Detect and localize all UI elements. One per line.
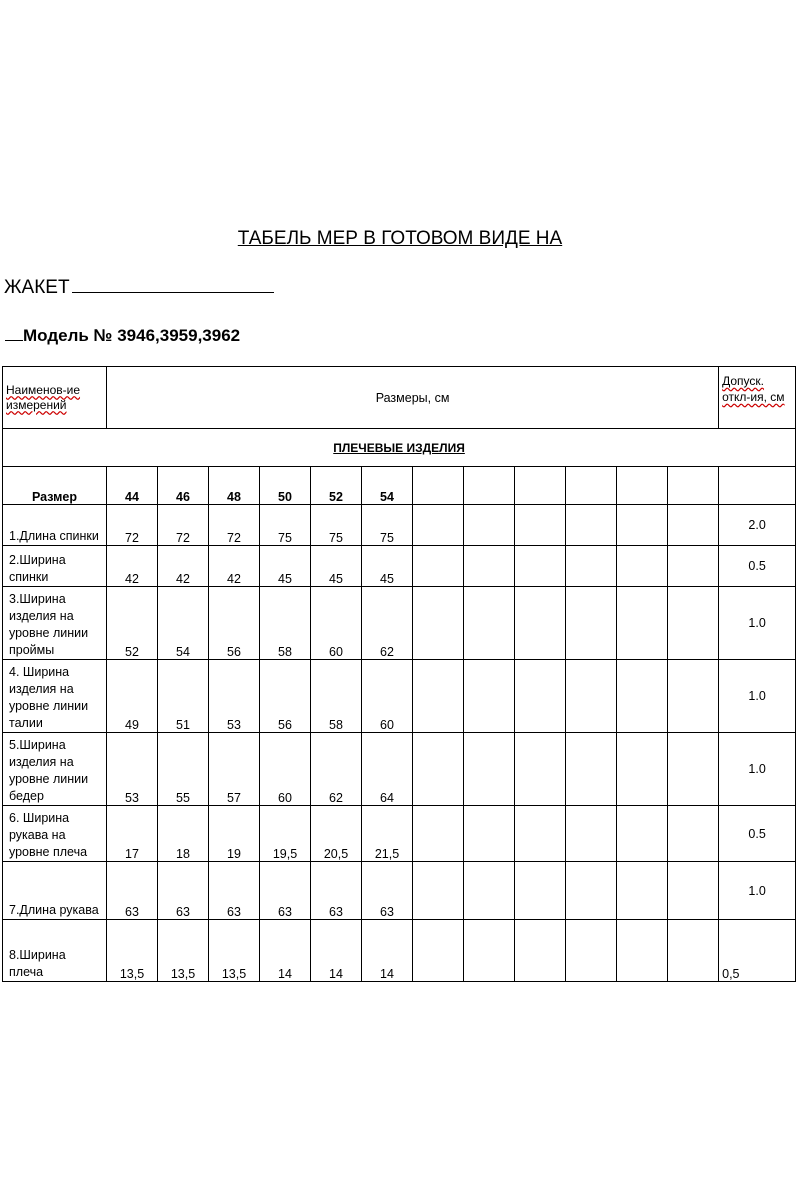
row-label: 4. Ширина изделия на уровне линии талии <box>3 660 107 733</box>
size-46: 46 <box>158 467 209 505</box>
measurements-table <box>2 366 796 982</box>
cell-value: 57 <box>209 733 260 806</box>
product-name: ЖАКЕТ <box>4 277 70 298</box>
table-row <box>3 505 796 546</box>
empty-cell <box>668 505 719 546</box>
empty-cell <box>515 660 566 733</box>
table-row <box>3 660 796 733</box>
empty-cell <box>515 505 566 546</box>
model-underline <box>5 326 23 341</box>
empty-cell <box>413 733 464 806</box>
cell-value: 63 <box>362 862 413 920</box>
row-label: 7.Длина рукава <box>3 862 107 920</box>
empty-cell <box>566 920 617 982</box>
empty-cell <box>668 660 719 733</box>
cell-value: 63 <box>311 862 362 920</box>
tolerance-value: 0,5 <box>719 920 796 982</box>
cell-value: 18 <box>158 806 209 862</box>
cell-value: 64 <box>362 733 413 806</box>
cell-value: 63 <box>107 862 158 920</box>
empty-cell <box>566 806 617 862</box>
table-row <box>3 733 796 806</box>
empty-cell <box>413 862 464 920</box>
empty-cell <box>413 505 464 546</box>
row-label: 1.Длина спинки <box>3 505 107 546</box>
model-number: Модель № 3946,3959,3962 <box>23 326 241 345</box>
row-label: 3.Ширина изделия на уровне линии проймы <box>3 587 107 660</box>
col-tolerance-header: Допуск. откл-ия, см <box>719 367 796 429</box>
cell-value: 21,5 <box>362 806 413 862</box>
tolerance-value: 1.0 <box>719 862 796 920</box>
model-line <box>5 326 240 346</box>
group-row <box>3 429 796 467</box>
row-label: 6. Ширина рукава на уровне плеча <box>3 806 107 862</box>
empty-cell <box>464 587 515 660</box>
cell-value: 19 <box>209 806 260 862</box>
empty-cell <box>617 806 668 862</box>
cell-value: 45 <box>362 546 413 587</box>
cell-value: 14 <box>260 920 311 982</box>
empty-cell <box>566 546 617 587</box>
cell-value: 49 <box>107 660 158 733</box>
cell-value: 62 <box>362 587 413 660</box>
cell-value: 54 <box>158 587 209 660</box>
tolerance-value: 0.5 <box>719 806 796 862</box>
size-row <box>3 467 796 505</box>
cell-value: 58 <box>311 660 362 733</box>
empty-cell <box>668 546 719 587</box>
table-row <box>3 862 796 920</box>
empty-cell <box>515 733 566 806</box>
empty-cell <box>668 733 719 806</box>
cell-value: 72 <box>158 505 209 546</box>
tolerance-value: 0.5 <box>719 546 796 587</box>
empty-cell <box>566 660 617 733</box>
table-row <box>3 806 796 862</box>
empty-cell <box>617 587 668 660</box>
size-44: 44 <box>107 467 158 505</box>
size-48: 48 <box>209 467 260 505</box>
cell-value: 75 <box>260 505 311 546</box>
empty-cell <box>413 587 464 660</box>
cell-value: 58 <box>260 587 311 660</box>
cell-value: 75 <box>311 505 362 546</box>
empty-cell <box>464 920 515 982</box>
cell-value: 72 <box>107 505 158 546</box>
size-52: 52 <box>311 467 362 505</box>
cell-value: 42 <box>158 546 209 587</box>
empty-cell <box>566 733 617 806</box>
empty-cell <box>617 546 668 587</box>
empty-cell <box>617 660 668 733</box>
table-row <box>3 587 796 660</box>
empty-cell <box>668 920 719 982</box>
col-sizes-header: Размеры, см <box>107 367 719 429</box>
fill-in-line <box>72 276 274 293</box>
cell-value: 60 <box>362 660 413 733</box>
table-row <box>3 920 796 982</box>
cell-value: 63 <box>158 862 209 920</box>
empty-cell <box>515 862 566 920</box>
product-line <box>4 276 274 299</box>
header-row <box>3 367 796 429</box>
empty-cell <box>566 587 617 660</box>
empty-cell <box>668 862 719 920</box>
row-label: 2.Ширина спинки <box>3 546 107 587</box>
cell-value: 13,5 <box>158 920 209 982</box>
tolerance-value: 1.0 <box>719 660 796 733</box>
cell-value: 53 <box>107 733 158 806</box>
empty-cell <box>464 505 515 546</box>
cell-value: 60 <box>311 587 362 660</box>
empty-cell <box>413 920 464 982</box>
cell-value: 63 <box>260 862 311 920</box>
row-label: 5.Ширина изделия на уровне линии бедер <box>3 733 107 806</box>
cell-value: 14 <box>362 920 413 982</box>
row-label: 8.Ширина плеча <box>3 920 107 982</box>
empty-cell <box>413 806 464 862</box>
empty-cell <box>566 862 617 920</box>
empty-cell <box>413 546 464 587</box>
empty-cell <box>464 546 515 587</box>
empty-cell <box>413 660 464 733</box>
size-50: 50 <box>260 467 311 505</box>
empty-cell <box>668 587 719 660</box>
tolerance-value: 2.0 <box>719 505 796 546</box>
size-54: 54 <box>362 467 413 505</box>
page-title: ТАБЕЛЬ МЕР В ГОТОВОМ ВИДЕ НА <box>237 228 563 249</box>
cell-value: 51 <box>158 660 209 733</box>
empty-cell <box>515 920 566 982</box>
empty-cell <box>668 806 719 862</box>
cell-value: 20,5 <box>311 806 362 862</box>
group-label: ПЛЕЧЕВЫЕ ИЗДЕЛИЯ <box>3 429 796 467</box>
cell-value: 56 <box>260 660 311 733</box>
cell-value: 62 <box>311 733 362 806</box>
empty-cell <box>515 546 566 587</box>
cell-value: 13,5 <box>209 920 260 982</box>
cell-value: 63 <box>209 862 260 920</box>
empty-cell <box>617 862 668 920</box>
cell-value: 13,5 <box>107 920 158 982</box>
cell-value: 42 <box>209 546 260 587</box>
size-row-label: Размер <box>3 467 107 505</box>
cell-value: 53 <box>209 660 260 733</box>
cell-value: 55 <box>158 733 209 806</box>
col-name-header: Наименов-ие измерений <box>3 367 107 429</box>
cell-value: 56 <box>209 587 260 660</box>
cell-value: 14 <box>311 920 362 982</box>
empty-cell <box>617 505 668 546</box>
empty-cell <box>464 733 515 806</box>
tolerance-value: 1.0 <box>719 733 796 806</box>
table-row <box>3 546 796 587</box>
cell-value: 45 <box>260 546 311 587</box>
cell-value: 72 <box>209 505 260 546</box>
empty-cell <box>617 920 668 982</box>
cell-value: 60 <box>260 733 311 806</box>
empty-cell <box>617 733 668 806</box>
empty-cell <box>464 806 515 862</box>
tolerance-value: 1.0 <box>719 587 796 660</box>
cell-value: 45 <box>311 546 362 587</box>
empty-cell <box>515 806 566 862</box>
cell-value: 75 <box>362 505 413 546</box>
empty-cell <box>566 505 617 546</box>
empty-cell <box>515 587 566 660</box>
empty-cell <box>464 660 515 733</box>
empty-cell <box>464 862 515 920</box>
measurement-rows <box>3 505 796 982</box>
cell-value: 52 <box>107 587 158 660</box>
cell-value: 19,5 <box>260 806 311 862</box>
cell-value: 42 <box>107 546 158 587</box>
cell-value: 17 <box>107 806 158 862</box>
